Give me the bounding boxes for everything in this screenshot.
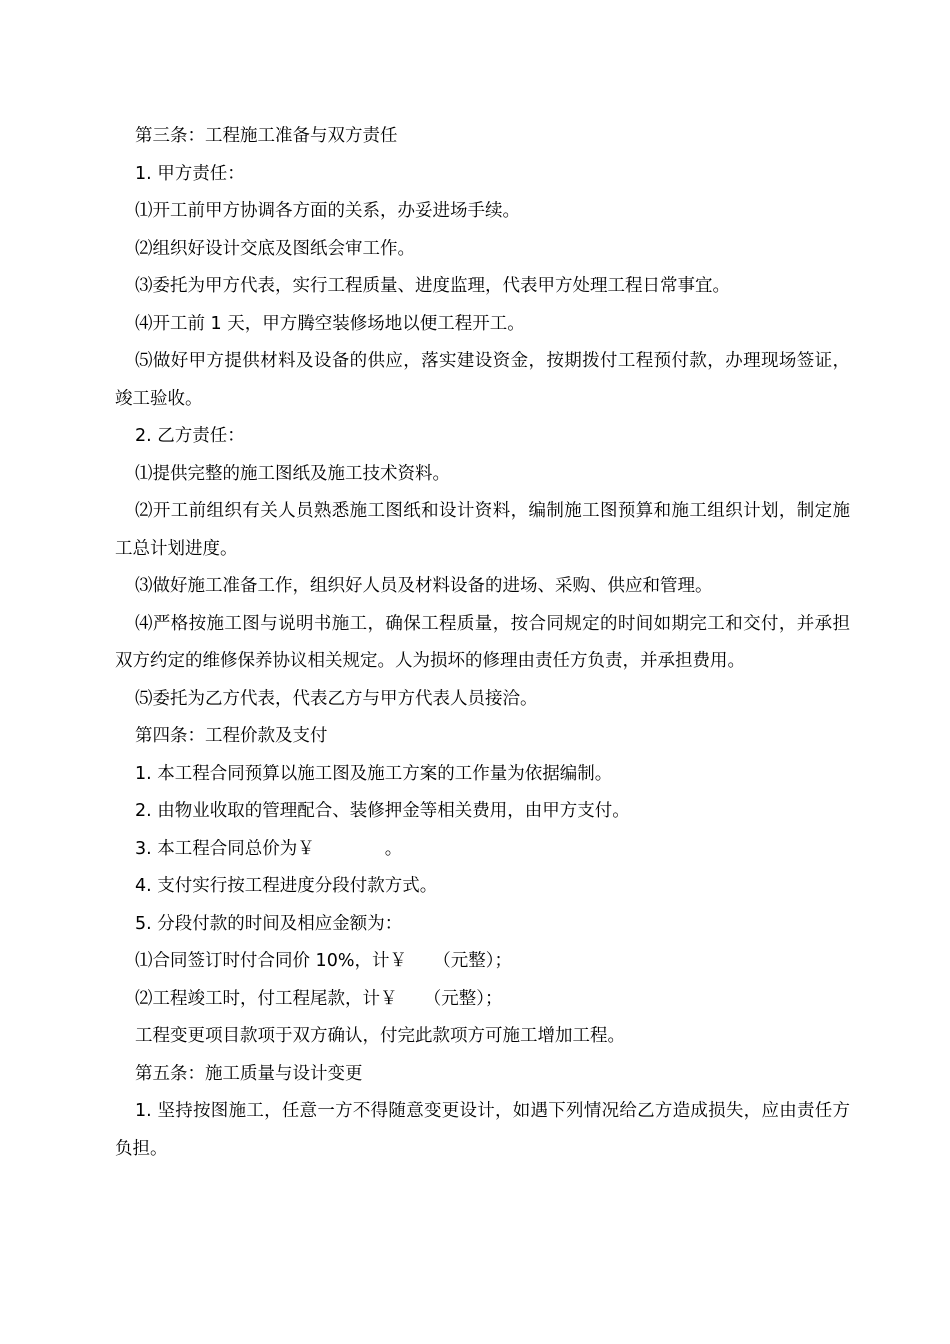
change-order-note: 工程变更项目款项于双方确认，付完此款项方可施工增加工程。 <box>135 1026 625 1046</box>
party-b-responsibility-heading: 2. 乙方责任： <box>135 426 245 446</box>
party-b-item-2: ⑵开工前组织有关人员熟悉施工图纸和设计资料，编制施工图预算和施工组织计划，制定施工总计划进度。 <box>115 501 850 559</box>
party-a-item-3: ⑶委托为甲方代表，实行工程质量、进度监理，代表甲方处理工程日常事宜。 <box>135 276 730 296</box>
party-b-item-3: ⑶做好施工准备工作，组织好人员及材料设备的进场、采购、供应和管理。 <box>135 576 713 596</box>
payment-clause-4: 4. 支付实行按工程进度分段付款方式。 <box>135 876 438 896</box>
party-b-item-5: ⑸委托为乙方代表，代表乙方与甲方代表人员接洽。 <box>135 688 538 709</box>
payment-clause-1: 1. 本工程合同预算以施工图及施工方案的工作量为依据编制。 <box>135 763 613 784</box>
party-a-item-2: ⑵组织好设计交底及图纸会审工作。 <box>135 238 415 259</box>
installment-item-2: ⑵工程竣工时，付工程尾款，计￥ （元整）； <box>135 988 503 1009</box>
document-body <box>115 118 850 1168</box>
party-b-item-4: ⑷严格按施工图与说明书施工，确保工程质量，按合同规定的时间如期完工和交付，并承担双方约定的维修保养协议相关规定。人为损坏的修理由责任方负责，并承担费用。 <box>115 613 850 671</box>
article-3-heading: 第三条：工程施工准备与双方责任 <box>135 126 398 146</box>
quality-clause-1: 1. 坚持按图施工，任意一方不得随意变更设计，如遇下列情况给乙方造成损失，应由责任方负担。 <box>115 1101 850 1159</box>
party-a-responsibility-heading: 1. 甲方责任： <box>135 163 245 184</box>
article-4-heading: 第四条：工程价款及支付 <box>135 726 328 746</box>
installment-item-1: ⑴合同签订时付合同价 10%，计￥ （元整）； <box>135 951 512 971</box>
party-a-item-4: ⑷开工前 1 天，甲方腾空装修场地以便工程开工。 <box>135 313 525 334</box>
party-b-item-1: ⑴提供完整的施工图纸及施工技术资料。 <box>135 463 450 484</box>
party-a-item-5: ⑸做好甲方提供材料及设备的供应，落实建设资金，按期拨付工程预付款，办理现场签证，竣工验收。 <box>115 351 850 409</box>
party-a-item-1: ⑴开工前甲方协调各方面的关系，办妥进场手续。 <box>135 201 520 221</box>
payment-clause-5: 5. 分段付款的时间及相应金额为： <box>135 913 403 934</box>
payment-clause-2: 2. 由物业收取的管理配合、装修押金等相关费用，由甲方支付。 <box>135 801 630 821</box>
payment-clause-3: 3. 本工程合同总价为￥ 。 <box>135 838 403 859</box>
article-5-heading: 第五条：施工质量与设计变更 <box>135 1063 363 1084</box>
